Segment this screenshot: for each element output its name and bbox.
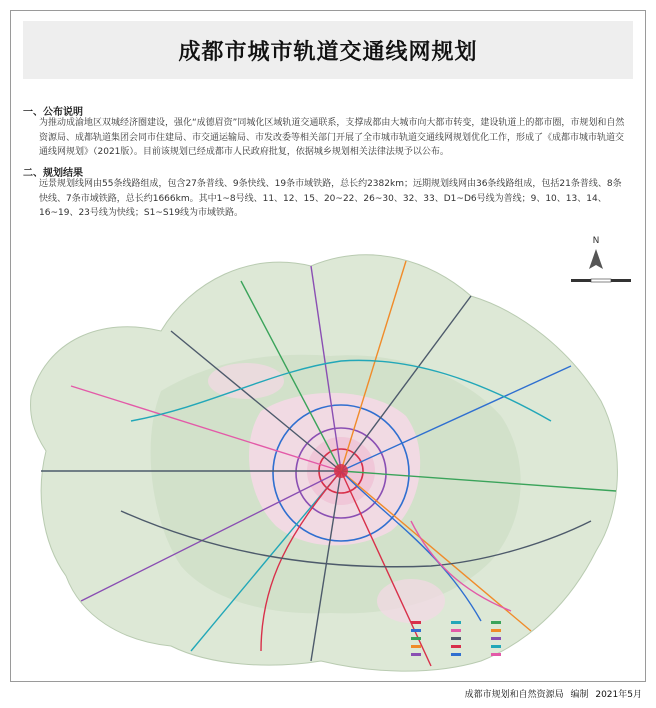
results-paragraph: 远景规划线网由55条线路组成，包含27条普线、9条快线、19条市域铁路，总长约2382km；远期规划线网由36条线路组成，包括21条普线、8条快线、7条市域铁路，总长约1666km。其中1~8号线、11、12、15、20~22、26~30、32、33、D1~D6号线为普线；9、10、13、14、16~19、23号线为快线；S1~S19线为市域铁路。	[39, 179, 622, 218]
urban-satellite-south	[377, 579, 445, 623]
rail-network-map	[11, 221, 645, 681]
announcement-paragraph: 为推动成渝地区双城经济圈建设，强化“成德眉资”同城化区域轨道交通联系，支撑成都由大城市向大都市转变，建设轨道上的都市圈，市规划和自然资源局、成都轨道集团会同市住建局、市交通运输局、市发改委等相关部门开展了全市城市轨道交通线网规划优化工作，形成了《成都市城市轨道交通线网规划》（2021版）。目前该规划已经成都市人民政府批复，依据城乡规划相关法律法规予以公布。	[39, 118, 625, 157]
footer-action: 编制	[570, 690, 589, 700]
footer-credit	[461, 687, 642, 700]
section-heading-announcement: 一、公布说明	[23, 107, 83, 118]
compass-icon	[589, 249, 603, 269]
footer-publisher: 成都市规划和自然资源局	[464, 690, 564, 700]
plan-poster	[10, 10, 646, 682]
title-banner	[23, 21, 633, 79]
section-heading-results: 二、规划结果	[23, 168, 83, 179]
north-arrow	[589, 236, 603, 269]
footer-date: 2021年5月	[595, 690, 642, 700]
page-title: 成都市城市轨道交通线网规划	[178, 39, 478, 65]
scale-bar	[571, 279, 631, 282]
central-hub	[334, 464, 348, 478]
north-label: N	[592, 236, 600, 246]
map-canvas	[11, 221, 645, 681]
